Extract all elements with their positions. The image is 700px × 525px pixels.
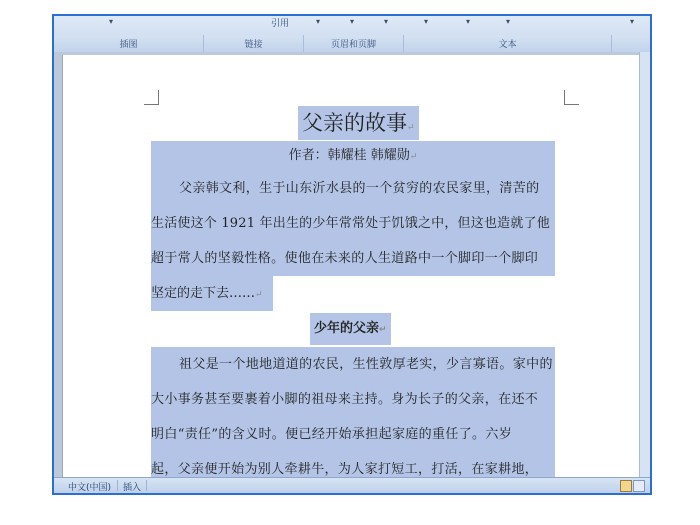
paragraph-line[interactable]: 父亲韩文利，生于山东沂水县的一个贫穷的农民家里，清苦的 xyxy=(151,171,555,206)
dropdown-arrow-icon[interactable]: ▾ xyxy=(630,17,635,26)
dropdown-arrow-icon[interactable]: ▾ xyxy=(424,17,429,26)
paragraph-line[interactable]: 明白“责任”的含义时。便已经开始承担起家庭的重任了。六岁 xyxy=(151,417,555,452)
ribbon-group-text: 文本 xyxy=(404,35,612,52)
word-window xyxy=(52,14,652,495)
status-divider xyxy=(146,480,147,491)
dropdown-arrow-icon[interactable]: ▾ xyxy=(506,17,511,26)
insert-mode-indicator[interactable]: 插入 xyxy=(123,483,142,493)
ribbon-group-header-footer: 页眉和页脚 xyxy=(304,35,404,52)
dropdown-arrow-icon[interactable]: ▾ xyxy=(316,17,321,26)
ribbon-group-extra xyxy=(612,35,650,52)
document-area xyxy=(54,52,642,482)
paragraph-line[interactable]: 祖父是一个地地道道的农民，生性敦厚老实，少言寡语。家中的 xyxy=(151,347,555,382)
dropdown-arrow-icon[interactable]: ▾ xyxy=(466,17,471,26)
paragraph-line[interactable]: 超于常人的坚毅性格。使他在未来的人生道路中一个脚印一个脚印 xyxy=(151,241,555,276)
paragraph-line[interactable]: 生活使这个 1921 年出生的少年常常处于饥饿之中，但这也造就了他 xyxy=(151,206,555,241)
document-author[interactable]: 作者：韩耀桂 韩耀勋↵ xyxy=(151,141,555,171)
paragraph-line[interactable]: 起，父亲便开始为别人牵耕牛，为人家打短工，打活，在家耕地， xyxy=(151,452,555,482)
paragraph-line[interactable]: 大小事务甚至要裹着小脚的祖母来主持。身为长子的父亲，在还不 xyxy=(151,382,555,417)
full-screen-view-icon[interactable] xyxy=(633,480,645,492)
status-bar xyxy=(54,477,650,493)
print-layout-view-icon[interactable] xyxy=(620,480,632,492)
ribbon-reference-label[interactable]: 引用 xyxy=(271,19,290,29)
dropdown-arrow-icon[interactable]: ▾ xyxy=(109,17,114,26)
ribbon-command-row xyxy=(54,16,650,35)
document-title[interactable]: 父亲的故事↵ xyxy=(298,106,419,140)
status-divider xyxy=(117,480,118,491)
crop-mark-top-left xyxy=(144,90,159,105)
ribbon-group-illustrations: 插图 xyxy=(54,35,204,52)
ribbon-group-labels xyxy=(54,35,650,52)
paragraph-line[interactable]: 坚定的走下去……↵ xyxy=(151,276,273,311)
dropdown-arrow-icon[interactable]: ▾ xyxy=(384,17,389,26)
ribbon-group-links: 链接 xyxy=(204,35,304,52)
ribbon xyxy=(54,16,650,53)
section-heading[interactable]: 少年的父亲↵ xyxy=(310,313,391,345)
vertical-scrollbar[interactable] xyxy=(639,52,650,482)
document-page[interactable] xyxy=(62,55,643,482)
crop-mark-top-right xyxy=(564,90,579,105)
dropdown-arrow-icon[interactable]: ▾ xyxy=(350,17,355,26)
language-indicator[interactable]: 中文(中国) xyxy=(68,483,112,493)
